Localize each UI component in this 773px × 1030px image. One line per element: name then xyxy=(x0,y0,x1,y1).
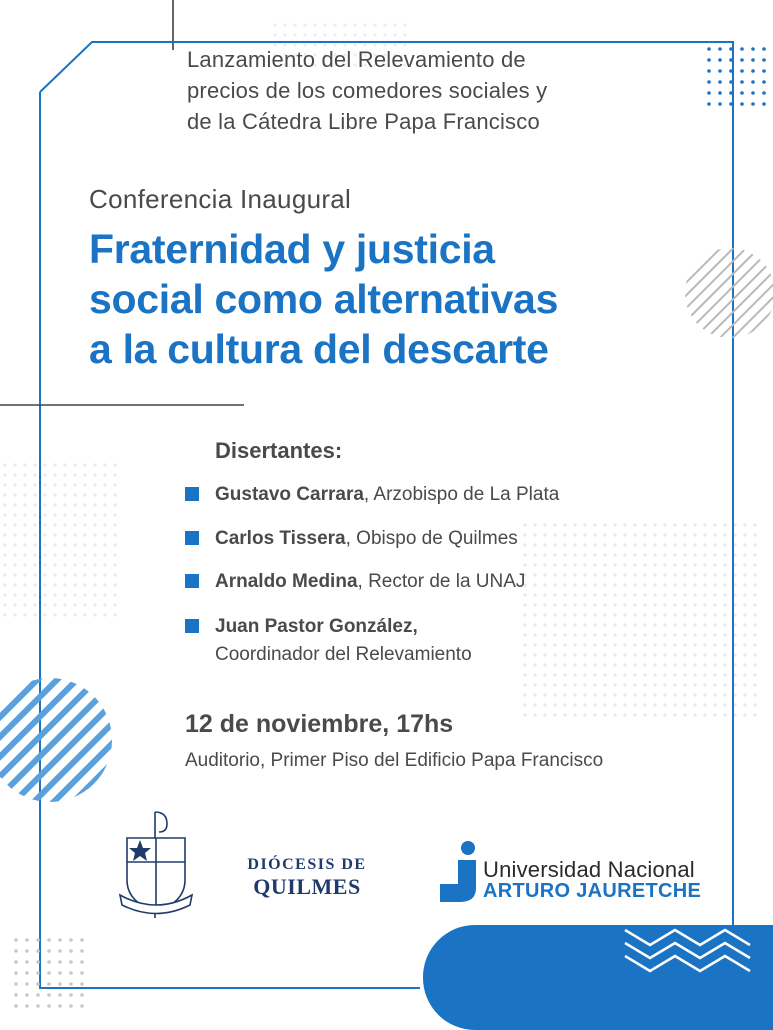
halftone-dots-left xyxy=(0,460,120,620)
speaker-name: Gustavo Carrara xyxy=(215,484,364,505)
event-venue: Auditorio, Primer Piso del Edificio Papa Francisco xyxy=(185,750,604,771)
university-subname: ARTURO JAURETCHE xyxy=(483,880,702,902)
speaker-name: Carlos Tissera xyxy=(215,528,346,549)
unaj-logo-mark xyxy=(440,841,476,902)
speaker-item xyxy=(185,613,472,669)
title-line: social como alternativas xyxy=(89,276,559,322)
bullet-square-icon xyxy=(185,574,199,588)
speaker-name: Juan Pastor González xyxy=(215,616,413,637)
intro-line: Lanzamiento del Relevamiento de xyxy=(187,47,526,72)
gray-dot-grid xyxy=(8,938,84,1008)
striped-circle-blue xyxy=(0,678,112,802)
halftone-dots-right xyxy=(520,520,760,720)
bullet-square-icon xyxy=(185,619,199,633)
speaker-role: , Rector de la UNAJ xyxy=(357,571,526,592)
title-line: Fraternidad y justicia xyxy=(89,226,495,272)
diocese-wordmark xyxy=(237,856,377,900)
speaker-name: Arnaldo Medina xyxy=(215,571,358,592)
bullet-square-icon xyxy=(185,531,199,545)
university-name: Universidad Nacional xyxy=(483,857,695,882)
speaker-item xyxy=(185,481,559,509)
blue-pill-shape xyxy=(423,925,773,1030)
title-line: a la cultura del descarte xyxy=(89,326,549,372)
speaker-role: , Arzobispo de La Plata xyxy=(363,484,560,505)
bullet-square-icon xyxy=(185,487,199,501)
intro-text xyxy=(187,44,687,137)
intro-line: de la Cátedra Libre Papa Francisco xyxy=(187,109,540,134)
blue-dot-grid xyxy=(700,40,766,106)
speaker-role: , xyxy=(412,616,418,637)
diocese-crest-logo xyxy=(120,812,192,918)
event-title xyxy=(89,224,709,374)
speaker-role: , Obispo de Quilmes xyxy=(345,528,518,549)
diocese-line2: QUILMES xyxy=(253,874,361,899)
speaker-role-line2: Coordinador del Relevamiento xyxy=(215,644,472,665)
speaker-item xyxy=(185,568,525,596)
speakers-heading: Disertantes: xyxy=(215,438,343,463)
event-date: 12 de noviembre, 17hs xyxy=(185,710,454,738)
speaker-item xyxy=(185,525,518,553)
conference-label: Conferencia Inaugural xyxy=(89,184,352,214)
intro-line: precios de los comedores sociales y xyxy=(187,78,548,103)
diocese-line1: DIÓCESIS DE xyxy=(247,856,367,873)
